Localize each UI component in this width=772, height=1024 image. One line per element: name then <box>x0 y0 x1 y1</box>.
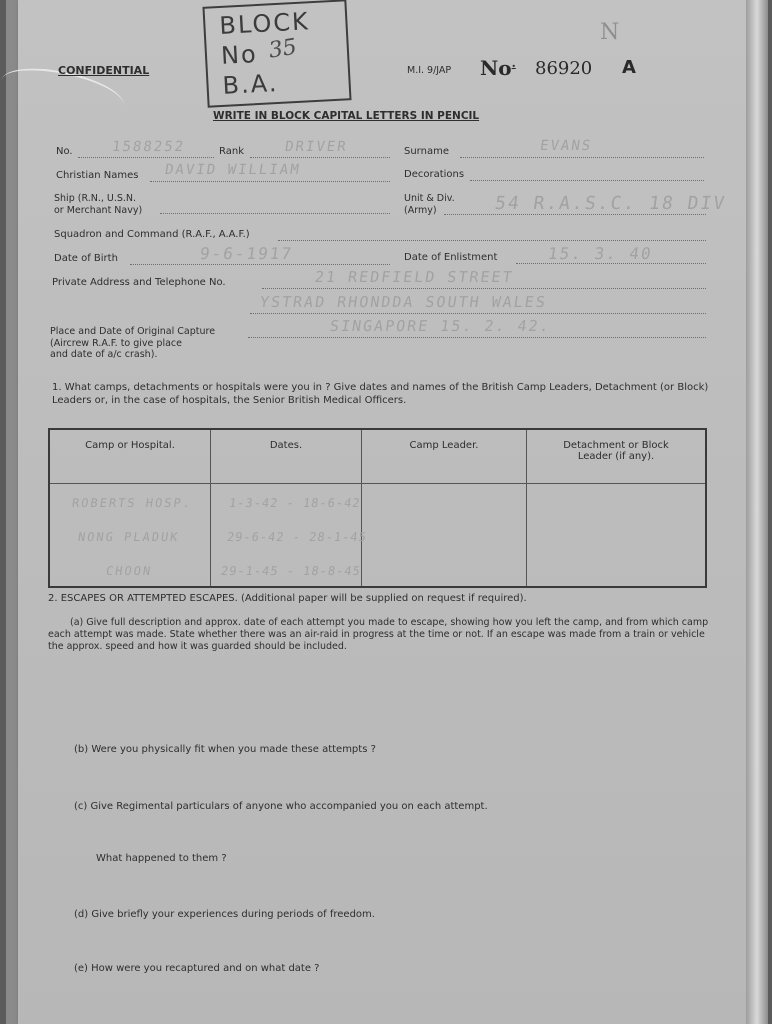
table-cell <box>362 518 527 552</box>
camp-dates: 29-6-42 - 28-1-45 <box>226 529 368 544</box>
page-edge <box>746 0 768 1024</box>
private-address-line-2 <box>250 313 706 314</box>
stamp-block-number: 35 <box>266 34 299 64</box>
private-address-value-2: YSTRAD RHONDDA SOUTH WALES <box>258 293 549 311</box>
date-of-enlistment-line <box>516 263 706 264</box>
date-of-birth-label: Date of Birth <box>54 253 118 264</box>
form-series-letter: A <box>622 57 636 78</box>
private-address-value-1: 21 REDFIELD STREET <box>313 268 515 286</box>
table-row <box>49 552 706 587</box>
column-camp-leader: Camp Leader. <box>362 429 527 484</box>
table-cell <box>211 518 368 552</box>
confidential-label: CONFIDENTIAL <box>58 64 150 77</box>
number-symbol: No. <box>480 56 516 80</box>
ship-label: Ship (R.N., U.S.N. or Merchant Navy) <box>54 193 143 216</box>
table-cell <box>527 552 707 587</box>
corner-pencil-mark: N <box>600 20 620 45</box>
form-reference: M.I. 9/JAP <box>407 65 452 76</box>
table-cell <box>362 484 527 519</box>
block-capitals-instruction: WRITE IN BLOCK CAPITAL LETTERS IN PENCIL <box>213 110 480 122</box>
section-1-question: 1. What camps, detachments or hospitals were you in ? Give dates and names of the British Camp Leaders, Detachment (or Block) Leaders or, in the case of hospitals, the Senior British Medical Officers. <box>52 382 709 406</box>
table-row <box>49 484 706 519</box>
block-stamp <box>202 0 351 108</box>
camp-dates: 1-3-42 - 18-6-42 <box>228 495 362 510</box>
service-number-label: No. <box>56 146 73 157</box>
section-2-heading: 2. ESCAPES OR ATTEMPTED ESCAPES. (Additional paper will be supplied on request if required). <box>48 593 527 604</box>
date-of-birth-value: 9-6-1917 <box>198 244 295 263</box>
service-number-line <box>78 157 214 158</box>
surname-value: EVANS <box>538 138 594 154</box>
column-camp-or-hospital: Camp or Hospital. <box>49 429 211 484</box>
rank-label: Rank <box>219 146 244 157</box>
date-of-birth-line <box>130 264 390 265</box>
stamp-line-no: No <box>220 40 259 70</box>
original-capture-line <box>248 337 706 338</box>
camps-table-header <box>49 429 706 484</box>
unit-label: Unit & Div. (Army) <box>404 193 455 216</box>
date-of-enlistment-label: Date of Enlistment <box>404 252 498 263</box>
decorations-label: Decorations <box>404 169 465 180</box>
table-cell <box>362 552 527 587</box>
date-of-enlistment-value: 15. 3. 40 <box>546 244 655 263</box>
camp-name: CHOON <box>105 563 154 578</box>
camps-table <box>48 428 707 588</box>
column-detachment-leader: Detachment or Block Leader (if any). <box>527 429 707 484</box>
table-cell <box>527 518 707 552</box>
table-cell <box>49 484 211 519</box>
rank-value: DRIVER <box>283 139 349 155</box>
section-2e-question: (e) How were you recaptured and on what date ? <box>74 963 320 974</box>
christian-names-line <box>150 181 390 182</box>
surname-line <box>460 157 704 158</box>
table-row <box>49 518 706 552</box>
table-cell <box>527 484 707 519</box>
original-capture-value: SINGAPORE 15. 2. 42. <box>328 317 552 335</box>
squadron-label: Squadron and Command (R.A.F., A.A.F.) <box>54 229 250 240</box>
camp-dates: 29-1-45 - 18-8-45 <box>220 563 362 578</box>
table-cell <box>211 552 362 587</box>
stamp-line-block: BLOCK <box>218 7 311 40</box>
stamp-line-ba: B.A. <box>221 68 279 100</box>
camp-name: ROBERTS HOSP. <box>71 495 193 510</box>
section-2c-question: (c) Give Regimental particulars of anyone who accompanied you on each attempt. <box>74 801 488 812</box>
christian-names-label: Christian Names <box>56 170 139 181</box>
private-address-line-1 <box>262 288 706 289</box>
surname-label: Surname <box>404 146 449 157</box>
form-serial-number: 86920 <box>535 58 593 79</box>
table-cell <box>49 552 211 587</box>
rank-line <box>250 157 390 158</box>
squadron-line <box>278 240 706 241</box>
section-2c-followup: What happened to them ? <box>96 853 227 864</box>
unit-line <box>444 214 706 215</box>
section-2a-question: (a) Give full description and approx. date of each attempt you made to escape, showing how you left the camp, and from which camp each attempt was made. State whether there was an air-raid in progress at the time or not. If an escape was made from a train or vehicle the approx. speed and how it was guarded should be included. <box>48 617 709 652</box>
table-cell <box>49 518 211 552</box>
camp-name: NONG PLADUK <box>77 529 181 544</box>
decorations-line <box>470 180 704 181</box>
service-number-value: 1588252 <box>110 139 187 155</box>
section-2d-question: (d) Give briefly your experiences during periods of freedom. <box>74 909 375 920</box>
column-dates: Dates. <box>211 429 362 484</box>
section-2b-question: (b) Were you physically fit when you made these attempts ? <box>74 744 376 755</box>
table-cell <box>211 484 362 519</box>
private-address-label: Private Address and Telephone No. <box>52 277 226 288</box>
original-capture-label: Place and Date of Original Capture (Aircrew R.A.F. to give place and date of a/c crash). <box>50 326 216 360</box>
unit-value: 54 R.A.S.C. 18 DIV <box>493 193 728 214</box>
christian-names-value: DAVID WILLIAM <box>163 162 302 178</box>
ship-line <box>160 213 390 214</box>
